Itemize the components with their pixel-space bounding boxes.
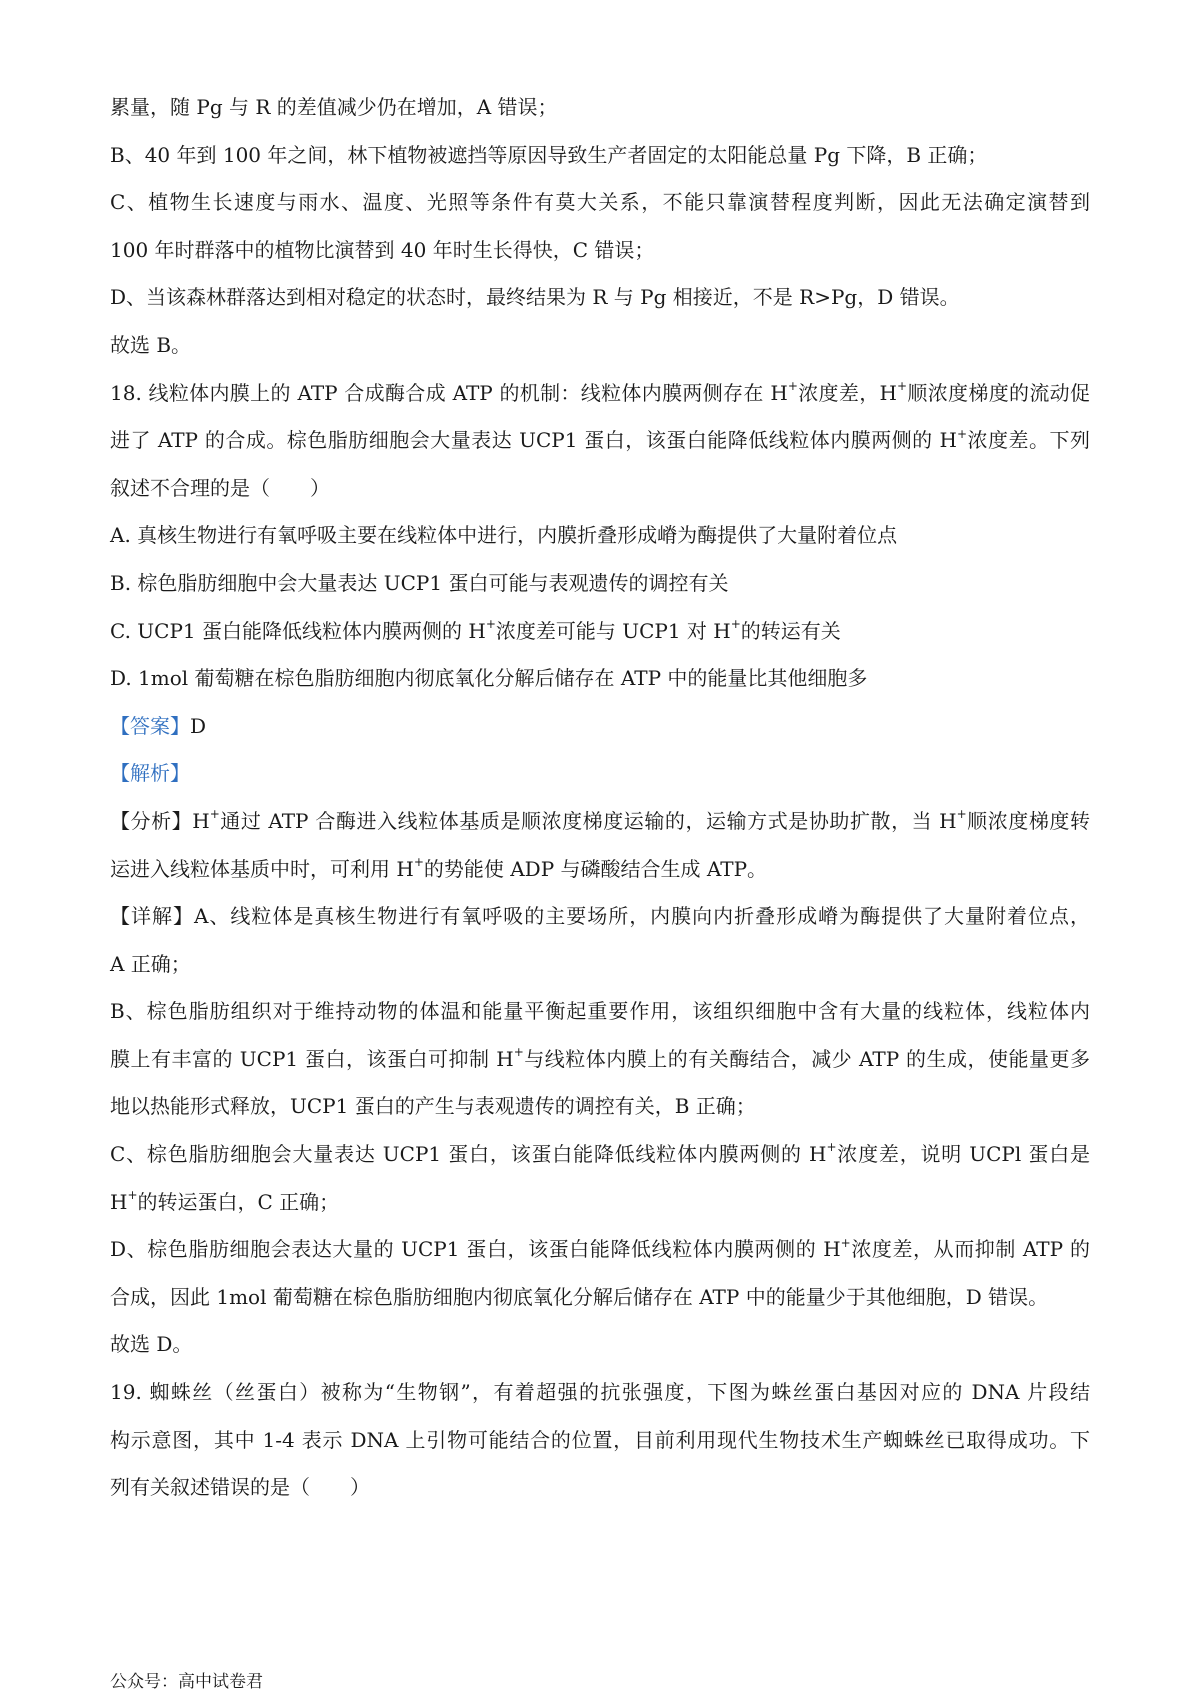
text-line: 100 年时群落中的植物比演替到 40 年时生长得快，C 错误； [110,237,655,262]
text-line: 19. 蜘蛛丝（丝蛋白）被称为“生物钢”，有着超强的抗张强度，下图为蛛丝蛋白基因对应的 DNA 片段结 [110,1380,1090,1405]
text-line: B. 棕色脂肪细胞中会大量表达 UCP1 蛋白可能与表观遗传的调控有关 [110,570,729,595]
text-line: D、棕色脂肪细胞会表达大量的 UCP1 蛋白，该蛋白能降低线粒体内膜两侧的 H+浓度差，从而抑制 ATP 的 [110,1235,1090,1262]
text-line: 累量，随 Pg 与 R 的差值减少仍在增加，A 错误； [110,95,558,119]
text-line: 【详解】A、线粒体是真核生物进行有氧呼吸的主要场所，内膜向内折叠形成嵴为酶提供了大量附着位点， [110,904,1090,929]
text-line: 进了 ATP 的合成。棕色脂肪细胞会大量表达 UCP1 蛋白，该蛋白能降低线粒体内膜两侧的 H+浓度差。下列 [110,426,1091,453]
text-line: D、当该森林群落达到相对稳定的状态时，最终结果为 R 与 Pg 相接近，不是 R>Pg，D 错误。 [110,285,960,310]
text-line: B、40 年到 100 年之间，林下植物被遮挡等原因导致生产者固定的太阳能总量 Pg 下降，B 正确； [110,142,988,167]
text-line: C、植物生长速度与雨水、温度、光照等条件有莫大关系，不能只靠演替程度判断，因此无法确定演替到 [110,190,1090,215]
text-line: 故选 D。 [110,1332,193,1357]
text-line: 合成，因此 1mol 葡萄糖在棕色脂肪细胞内彻底氧化分解后储存在 ATP 中的能量少于其他细胞，D 错误。 [110,1284,1049,1309]
footer-note: 公众号：高中试卷君 [110,1672,263,1692]
text-line: C. UCP1 蛋白能降低线粒体内膜两侧的 H+浓度差可能与 UCP1 对 H+的转运有关 [110,616,841,643]
text-line: 运进入线粒体基质中时，可利用 H+的势能使 ADP 与磷酸结合生成 ATP。 [110,854,768,881]
text-line: B、棕色脂肪组织对于维持动物的体温和能量平衡起重要作用，该组织细胞中含有大量的线粒体，线粒体内 [110,999,1090,1024]
text-line: D. 1mol 葡萄糖在棕色脂肪细胞内彻底氧化分解后储存在 ATP 中的能量比其他细胞多 [110,666,868,691]
text-line: 地以热能形式释放，UCP1 蛋白的产生与表观遗传的调控有关，B 正确； [110,1094,756,1119]
text-line: 列有关叙述错误的是（ ） [110,1475,370,1500]
text-line: A 正确； [110,951,191,976]
text-line: A. 真核生物进行有氧呼吸主要在线粒体中进行，内膜折叠形成嵴为酶提供了大量附着位点 [110,523,898,548]
text-line: 构示意图，其中 1-4 表示 DNA 上引物可能结合的位置，目前利用现代生物技术生产蜘蛛丝已取得成功。下 [110,1427,1090,1452]
text-line: C、棕色脂肪细胞会大量表达 UCP1 蛋白，该蛋白能降低线粒体内膜两侧的 H+浓度差，说明 UCPl 蛋白是 [110,1140,1091,1167]
document-body [110,95,1090,1523]
text-line: 【分析】H+通过 ATP 合酶进入线粒体基质是顺浓度梯度运输的，运输方式是协助扩散，当 H+顺浓度梯度转 [110,807,1090,833]
text-line: 【解析】 [110,761,190,786]
text-line: 故选 B。 [110,332,192,357]
text-line: 膜上有丰富的 UCP1 蛋白，该蛋白可抑制 H+与线粒体内膜上的有关酶结合，减少 ATP 的生成，使能量更多 [110,1045,1090,1071]
text-line: 【答案】D [110,713,207,738]
text-line: H+的转运蛋白，C 正确； [110,1188,340,1214]
text-line: 18. 线粒体内膜上的 ATP 合成酶合成 ATP 的机制：线粒体内膜两侧存在 H+浓度差，H+顺浓度梯度的流动促 [110,378,1091,405]
text-line: 叙述不合理的是（ ） [110,475,330,500]
